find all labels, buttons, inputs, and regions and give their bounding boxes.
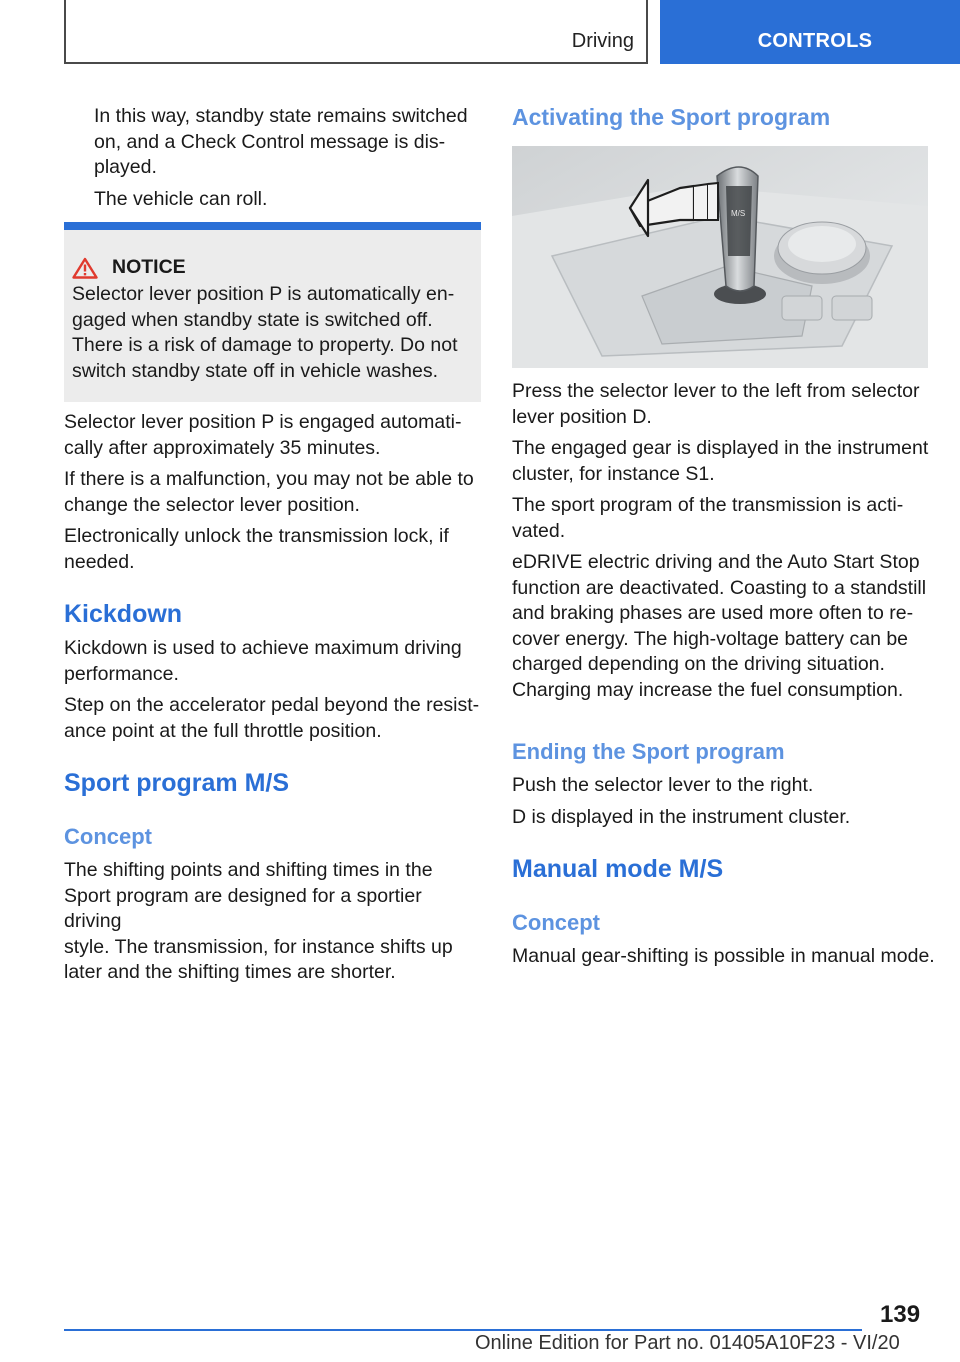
text-line: Charging may increase the fuel consumption. — [512, 678, 904, 701]
page-number: 139 — [880, 1301, 921, 1328]
text-line: Step on the accelerator pedal beyond the resist- — [64, 694, 480, 716]
text-line: eDRIVE electric driving and the Auto Start Stop — [512, 551, 920, 573]
text-line: gaged when standby state is switched off. — [72, 308, 433, 331]
notice-label: NOTICE — [112, 256, 186, 278]
header-section-title: Driving — [571, 30, 634, 52]
text-line: played. — [94, 156, 157, 178]
header-frame — [64, 0, 648, 64]
text-line: Kickdown is used to achieve maximum driving — [64, 637, 462, 659]
text-line: on, and a Check Control message is dis- — [94, 130, 446, 153]
notice-title — [72, 256, 186, 279]
chapter-tab[interactable] — [660, 0, 960, 64]
text-line: switch standby state off in vehicle washes. — [72, 359, 438, 382]
text-line: The engaged gear is displayed in the instrument — [512, 437, 929, 459]
text-line: needed. — [64, 550, 135, 573]
text-line: There is a risk of damage to property. Do not — [72, 334, 458, 356]
selector-p-text — [64, 410, 484, 575]
intro-text — [94, 104, 484, 212]
text-line: Manual gear-shifting is possible in manual mode. — [512, 945, 935, 967]
kickdown-heading: Kickdown — [64, 600, 183, 628]
gear-selector-illustration — [512, 146, 928, 368]
chapter-tab-label: CONTROLS — [757, 29, 873, 52]
warning-triangle-icon — [72, 257, 98, 279]
text-line: charged depending on the driving situation. — [512, 653, 885, 675]
concept-heading: Concept — [64, 824, 152, 849]
text-line: If there is a malfunction, you may not be able to — [64, 468, 474, 490]
kickdown-text — [64, 636, 484, 744]
text-line: The shifting points and shifting times in the — [64, 859, 433, 881]
text-line: Selector lever position P is engaged automati- — [64, 411, 462, 433]
activating-text — [512, 379, 932, 703]
manual-concept-heading: Concept — [512, 910, 600, 935]
text-line: The vehicle can roll. — [94, 187, 268, 210]
footer-edition: Online Edition for Part no. 01405A10F23 - VI/20 — [475, 1332, 900, 1354]
text-line: lever position D. — [512, 405, 652, 428]
lever-ms-label: M/S — [731, 209, 746, 218]
notice-text — [72, 282, 472, 384]
text-line: style. The transmission, for instance shifts up — [64, 935, 453, 958]
text-line: Electronically unlock the transmission lock, if — [64, 525, 449, 547]
text-line: later and the shifting times are shorter. — [64, 961, 396, 983]
manual-concept-text — [512, 944, 952, 970]
text-line: cluster, for instance S1. — [512, 462, 715, 485]
text-line: Press the selector lever to the left from selector — [512, 380, 920, 402]
text-line: Push the selector lever to the right. — [512, 774, 814, 796]
text-line: Sport program are designed for a sportier driving — [64, 884, 422, 932]
text-line: function are deactivated. Coasting to a standstill — [512, 576, 927, 599]
text-line: and braking phases are used more often to re- — [512, 602, 914, 624]
text-line: performance. — [64, 662, 179, 685]
activating-heading: Activating the Sport program — [512, 104, 831, 130]
text-line: cally after approximately 35 minutes. — [64, 436, 381, 459]
ending-heading: Ending the Sport program — [512, 739, 785, 764]
text-line: vated. — [512, 519, 566, 542]
ending-text — [512, 773, 932, 830]
text-line: In this way, standby state remains switched — [94, 105, 468, 127]
text-line: cover energy. The high-voltage battery can be — [512, 627, 909, 650]
text-line: Selector lever position P is automatically en- — [72, 283, 455, 305]
concept-text — [64, 858, 484, 986]
text-line: The sport program of the transmission is acti- — [512, 494, 904, 516]
manual-mode-heading: Manual mode M/S — [512, 855, 724, 883]
text-line: change the selector lever position. — [64, 493, 360, 516]
text-line: D is displayed in the instrument cluster. — [512, 805, 851, 828]
footer-rule — [64, 1329, 862, 1331]
notice-box — [64, 222, 481, 402]
text-line: ance point at the full throttle position. — [64, 719, 382, 742]
sport-program-heading: Sport program M/S — [64, 769, 290, 797]
